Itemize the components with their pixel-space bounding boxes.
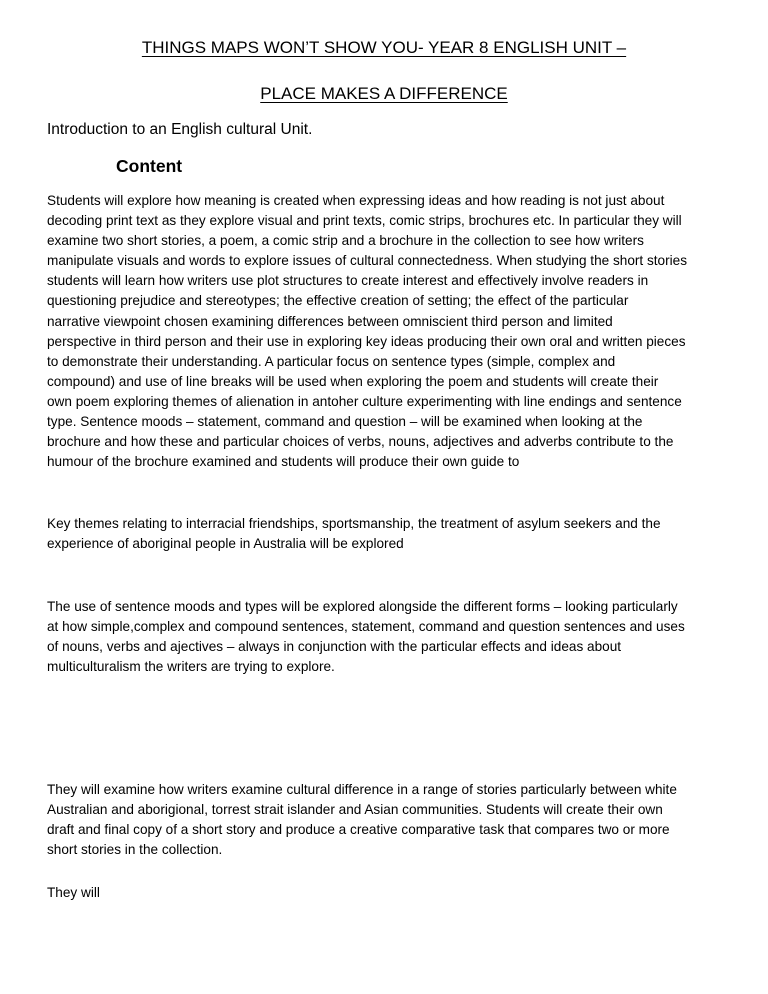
- paragraph-line: Australian and aborigional, torrest strait islander and Asian communities. Students will create their own: [47, 802, 663, 818]
- intro-text: Introduction to an English cultural Unit.: [47, 121, 313, 138]
- paragraph-4: [47, 780, 727, 860]
- paragraph-line: own poem exploring themes of alienation in antoher culture experimenting with line endings and sentence: [47, 393, 682, 409]
- paragraph-line: humour of the brochure examined and students will produce their own guide to: [47, 454, 520, 470]
- paragraph-line: manipulate visuals and words to explore issues of cultural connectedness. When studying the short stories: [47, 253, 688, 269]
- paragraph-line: brochure and how these and particular choices of verbs, nouns, adjectives and adverbs contribute to the: [47, 434, 674, 450]
- paragraph-line: experience of aboriginal people in Australia will be explored: [47, 536, 404, 552]
- paragraph-line: narrative viewpoint chosen examining differences between omniscient third person and limited: [47, 313, 613, 329]
- paragraph-line: perspective in third person and their use in exploring key ideas producing their own oral and written pieces: [47, 333, 686, 349]
- paragraph-line: short stories in the collection.: [47, 842, 223, 858]
- paragraph-line: They will: [47, 885, 100, 900]
- paragraph-line: draft and final copy of a short story and produce a creative comparative task that compares two or more: [47, 822, 670, 838]
- paragraph-line: at how simple,complex and compound sentences, statement, command and question sentences and uses: [47, 619, 685, 635]
- paragraph-1: [47, 191, 727, 472]
- paragraph-3: [47, 597, 727, 677]
- paragraph-line: of nouns, verbs and ajectives – always in conjunction with the particular effects and ideas about: [47, 639, 622, 655]
- paragraph-line: decoding print text as they explore visual and print texts, comic strips, brochures etc. In particular they will: [47, 213, 682, 229]
- paragraph-5: [47, 883, 727, 903]
- section-heading-content: Content: [116, 156, 183, 176]
- paragraph-line: questioning prejudice and stereotypes; the effective creation of setting; the effect of the particular: [47, 293, 629, 309]
- paragraph-line: Students will explore how meaning is created when expressing ideas and how reading is not just about: [47, 193, 665, 208]
- paragraph-line: compound) and use of line breaks will be used when exploring the poem and students will create their: [47, 373, 659, 389]
- paragraph-line: They will examine how writers examine cultural difference in a range of stories particularly between white: [47, 782, 677, 797]
- paragraph-line: examine two short stories, a poem, a comic strip and a brochure in the collection to see how writers: [47, 233, 644, 249]
- paragraph-line: to demonstrate their understanding. A particular focus on sentence types (simple, complex and: [47, 353, 616, 369]
- paragraph-line: The use of sentence moods and types will be explored alongside the different forms – looking particularly: [47, 599, 678, 614]
- paragraph-line: Key themes relating to interracial friendships, sportsmanship, the treatment of asylum seekers and the: [47, 516, 661, 531]
- paragraph-line: multiculturalism the writers are trying to explore.: [47, 659, 335, 675]
- paragraph-line: students will learn how writers use plot structures to create interest and effectively involve readers in: [47, 273, 649, 289]
- title-line-1: THINGS MAPS WON’T SHOW YOU- YEAR 8 ENGLISH UNIT –: [141, 38, 627, 57]
- title-line-2: PLACE MAKES A DIFFERENCE: [260, 84, 508, 103]
- paragraph-line: type. Sentence moods – statement, command and question – will be examined when looking at the: [47, 414, 643, 430]
- paragraph-2: [47, 514, 727, 554]
